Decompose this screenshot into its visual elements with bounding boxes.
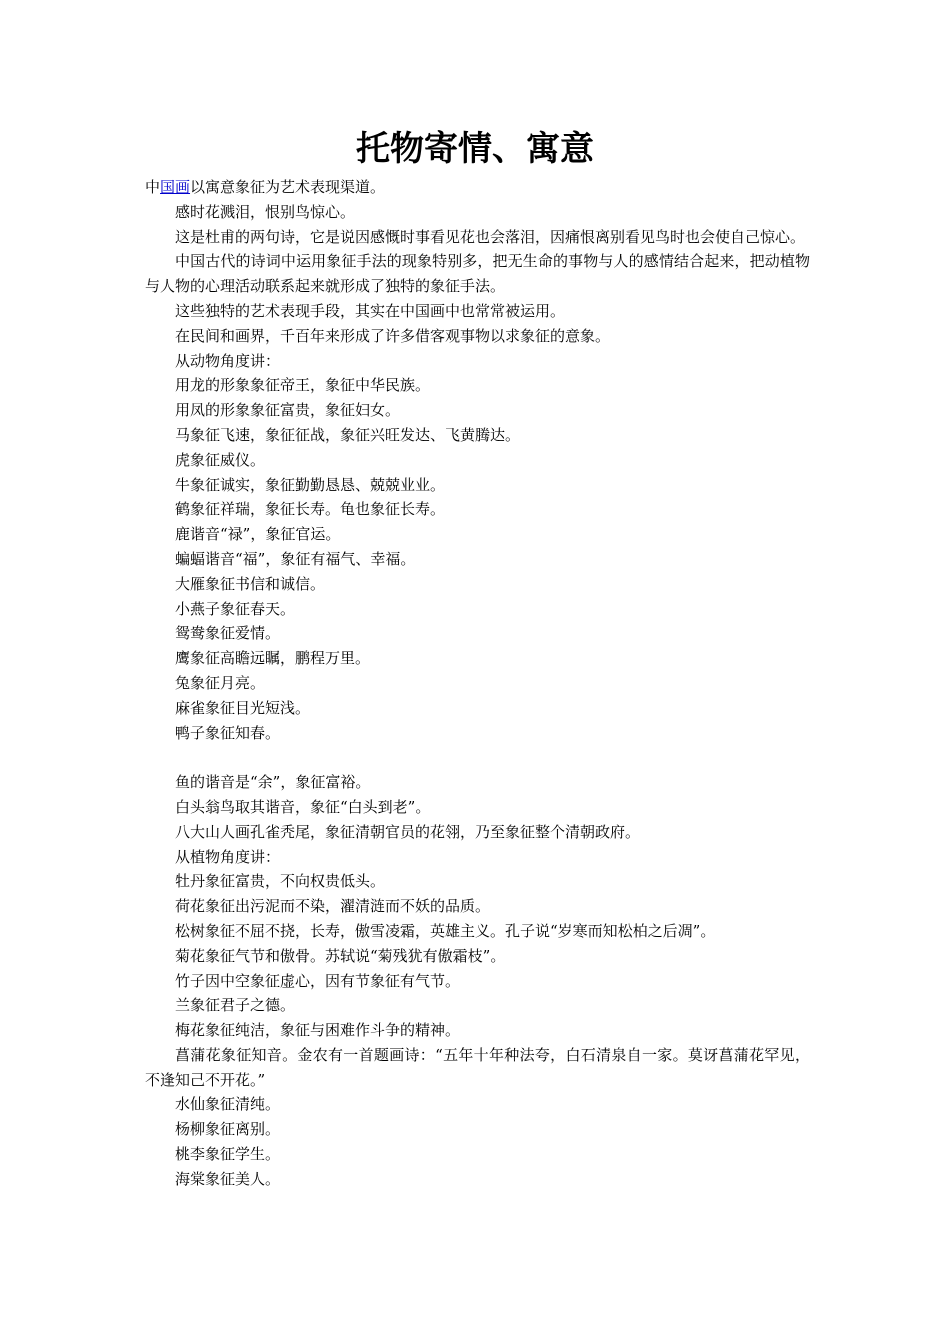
paragraph: 梅花象征纯洁，象征与困难作斗争的精神。 [175,1021,461,1040]
paragraph: 兰象征君子之德。 [175,996,296,1015]
paragraph: 松树象征不屈不挠，长寿，傲雪凌霜，英雄主义。孔子说“岁寒而知松柏之后凋”。 [175,921,716,940]
paragraph: 海棠象征美人。 [175,1169,281,1188]
paragraph: 桃李象征学生。 [175,1145,281,1164]
paragraph: 小燕子象征春天。 [175,599,296,618]
paragraph: 从植物角度讲： [175,847,281,866]
paragraphs-plants [145,770,810,1192]
paragraph: 杨柳象征离别。 [175,1120,281,1139]
paragraph: 荷花象征出污泥而不染，濯清涟而不妖的品质。 [175,897,491,916]
paragraph: 这是杜甫的两句诗，它是说因感慨时事看见花也会落泪，因痛恨离别看见鸟时也会使自己惊心。 [175,227,806,246]
paragraph: 白头翁鸟取其谐音，象征“白头到老”。 [175,797,431,816]
paragraph: 中国古代的诗词中运用象征手法的现象特别多，把无生命的事物与人的感情结合起来，把动植物与人物的心理活动联系起来就形成了独特的象征手法。 [145,252,810,296]
intro-prefix: 中 [145,178,161,196]
page-title: 托物寄情、寓意 [356,129,594,169]
paragraph: 菊花象征气节和傲骨。苏轼说“菊残犹有傲霜枝”。 [175,946,506,965]
paragraph: 这些独特的艺术表现手段，其实在中国画中也常常被运用。 [175,301,566,320]
paragraph: 竹子因中空象征虚心，因有节象征有气节。 [175,971,461,990]
paragraph: 在民间和画界，千百年来形成了许多借客观事物以求象征的意象。 [175,326,611,345]
paragraph: 用龙的形象象征帝王，象征中华民族。 [175,376,431,395]
paragraph: 感时花溅泪，恨别鸟惊心。 [175,202,356,221]
paragraph: 八大山人画孔雀秃尾，象征清朝官员的花翎，乃至象征整个清朝政府。 [175,822,641,841]
paragraph: 鱼的谐音是“余”，象征富裕。 [175,773,371,792]
paragraph: 用凤的形象象征富贵，象征妇女。 [175,401,401,420]
paragraph: 麻雀象征目光短浅。 [175,698,311,717]
paragraph: 蝙蝠谐音“福”，象征有福气、幸福。 [175,549,416,568]
blank-line [145,745,810,770]
guohua-link[interactable]: 国画 [160,178,191,196]
paragraph: 牛象征诚实，象征勤勤恳恳、兢兢业业。 [175,475,446,494]
paragraph: 鹰象征高瞻远瞩，鹏程万里。 [175,649,371,668]
paragraph: 水仙象征清纯。 [175,1095,281,1114]
paragraph: 鹤象征祥瑞，象征长寿。龟也象征长寿。 [175,500,446,519]
intro-suffix: 以寓意象征为艺术表现渠道。 [190,178,386,196]
paragraph: 菖蒲花象征知音。金农有一首题画诗：“五年十年种法夸，白石清泉自一家。莫讶菖蒲花罕见，不逢知己不开花。” [145,1045,810,1089]
paragraphs-animals [145,200,810,746]
paragraph: 虎象征威仪。 [175,450,266,469]
paragraph: 从动物角度讲： [175,351,281,370]
paragraph: 马象征飞速，象征征战，象征兴旺发达、飞黄腾达。 [175,425,521,444]
paragraph: 兔象征月亮。 [175,673,266,692]
paragraph: 鸳鸯象征爱情。 [175,624,281,643]
paragraph: 鹿谐音“禄”，象征官运。 [175,525,341,544]
paragraph: 大雁象征书信和诚信。 [175,574,326,593]
paragraph: 牡丹象征富贵，不向权贵低头。 [175,872,386,891]
document-body [145,175,810,1192]
paragraph: 鸭子象征知春。 [175,723,281,742]
intro-paragraph [145,175,810,200]
